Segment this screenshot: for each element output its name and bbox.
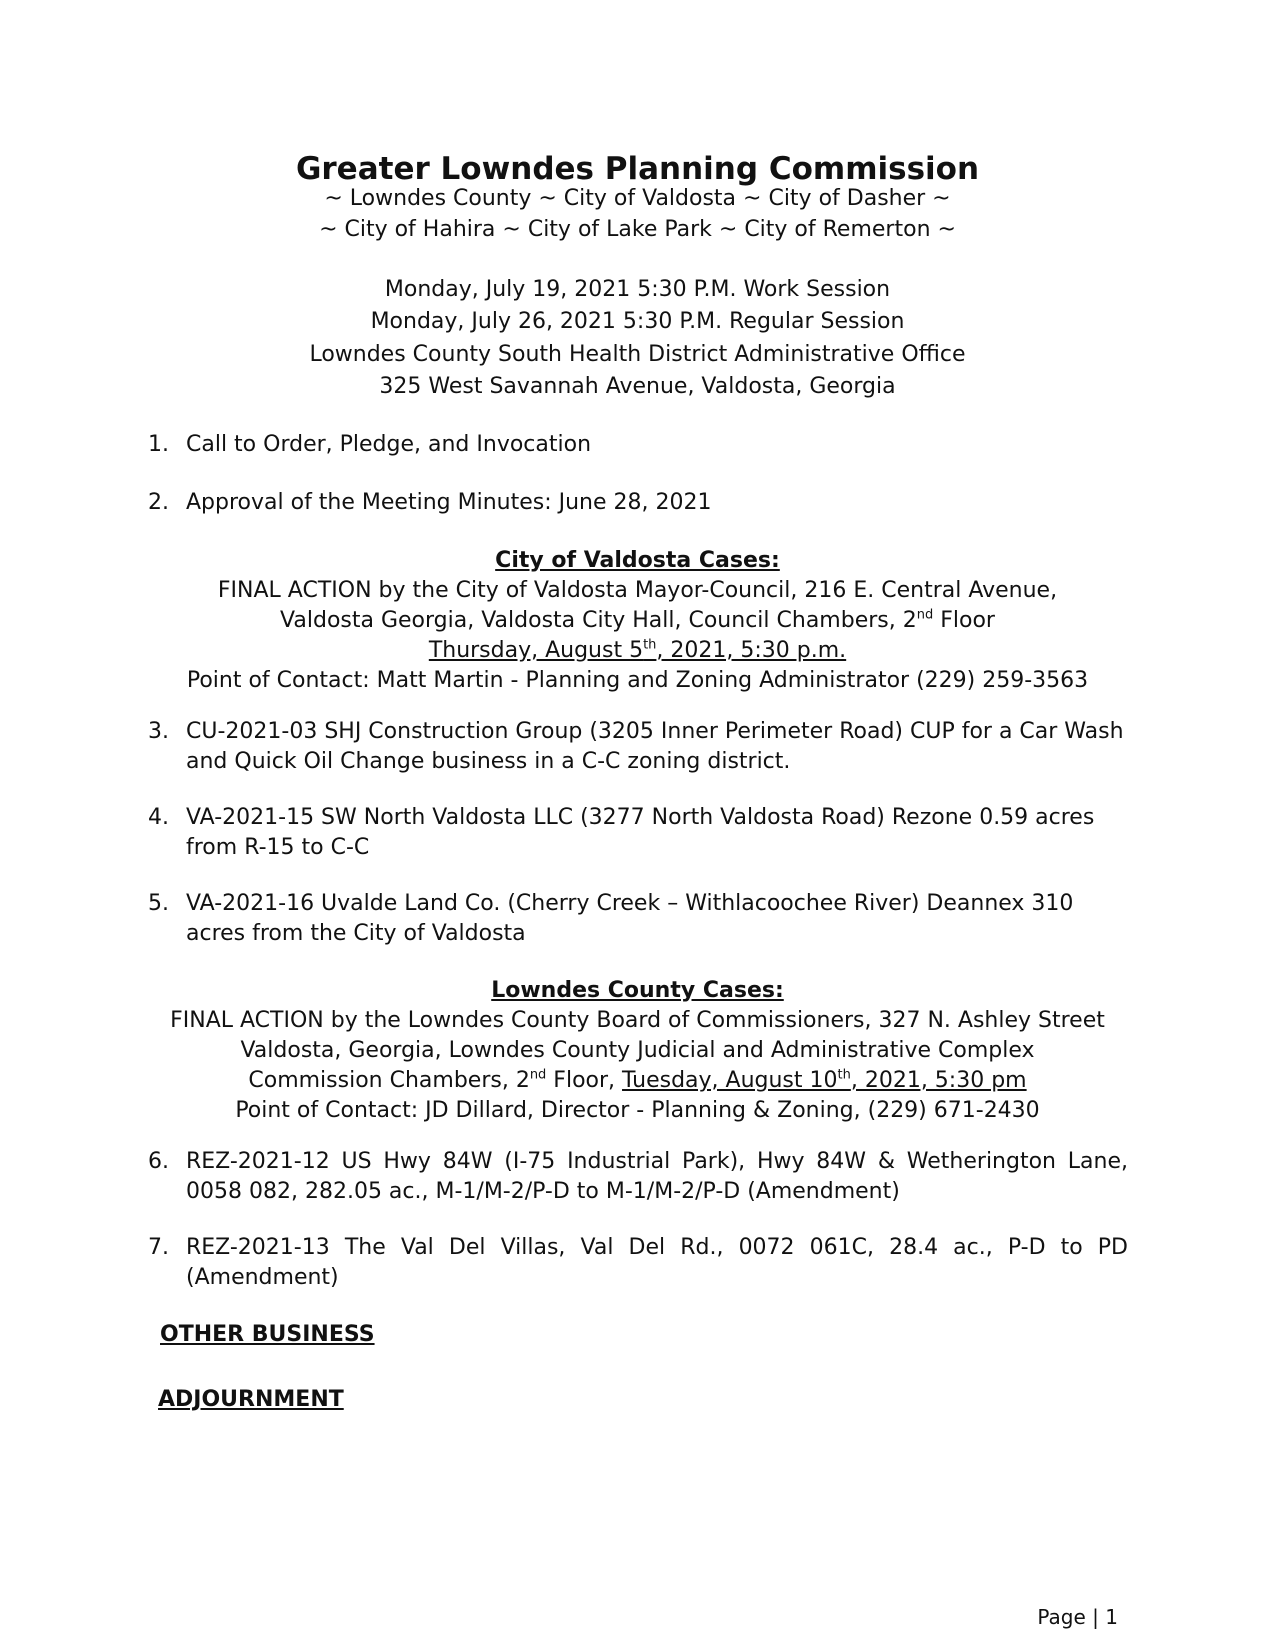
other-business-heading: OTHER BUSINESS bbox=[160, 1322, 375, 1347]
agenda-item-number: 1. bbox=[148, 432, 169, 457]
document-title: Greater Lowndes Planning Commission bbox=[295, 151, 980, 187]
agenda-item-3 bbox=[148, 717, 1128, 777]
agenda-item-6 bbox=[148, 1147, 1128, 1207]
valdosta-point-of-contact: Point of Contact: Matt Martin - Planning and Zoning Administrator (229) 259-3563 bbox=[186, 668, 1089, 693]
adjournment-heading: ADJOURNMENT bbox=[158, 1387, 344, 1412]
agenda-item-number: 2. bbox=[148, 490, 169, 515]
agenda-item-text: Call to Order, Pledge, and Invocation bbox=[186, 432, 592, 457]
jurisdictions-line-2: ~ City of Hahira ~ City of Lake Park ~ City of Remerton ~ bbox=[319, 217, 956, 242]
meeting-address: 325 West Savannah Avenue, Valdosta, Georgia bbox=[379, 374, 896, 399]
regular-session-date: Monday, July 26, 2021 5:30 P.M. Regular Session bbox=[370, 309, 905, 334]
agenda-item-text: REZ-2021-12 US Hwy 84W (I-75 Industrial Park), Hwy 84W & Wetherington Lane, 0058 082, 282.05 ac., M-1/M-2/P-D to M-1/M-2/P-D (Amendment) bbox=[186, 1149, 1128, 1204]
jurisdictions-line-1: ~ Lowndes County ~ City of Valdosta ~ City of Dasher ~ bbox=[324, 186, 951, 211]
agenda-item-2 bbox=[148, 488, 1128, 518]
agenda-item-number: 4. bbox=[148, 805, 169, 830]
valdosta-final-action-line-2: Valdosta Georgia, Valdosta City Hall, Council Chambers, 2nd Floor bbox=[280, 607, 995, 633]
lowndes-cases-heading: Lowndes County Cases: bbox=[491, 978, 784, 1003]
lowndes-cases-section bbox=[0, 976, 1275, 1126]
lowndes-final-action-line-2: Valdosta, Georgia, Lowndes County Judicial and Administrative Complex bbox=[240, 1038, 1035, 1063]
agenda-item-text: VA-2021-15 SW North Valdosta LLC (3277 North Valdosta Road) Rezone 0.59 acres from R-15 to C-C bbox=[186, 805, 1095, 860]
agenda-item-text: CU-2021-03 SHJ Construction Group (3205 Inner Perimeter Road) CUP for a Car Wash and Quick Oil Change business in a C-C zoning district. bbox=[186, 719, 1124, 774]
agenda-item-1 bbox=[148, 430, 1128, 460]
agenda-item-7 bbox=[148, 1233, 1128, 1293]
valdosta-final-action-line-1: FINAL ACTION by the City of Valdosta Mayor-Council, 216 E. Central Avenue, bbox=[217, 578, 1058, 603]
lowndes-final-action-line-1: FINAL ACTION by the Lowndes County Board of Commissioners, 327 N. Ashley Street bbox=[170, 1008, 1105, 1033]
page-number: Page | 1 bbox=[1037, 1605, 1118, 1629]
lowndes-point-of-contact: Point of Contact: JD Dillard, Director - Planning & Zoning, (229) 671-2430 bbox=[235, 1098, 1040, 1123]
valdosta-cases-section bbox=[0, 546, 1275, 696]
agenda-item-5 bbox=[148, 889, 1128, 949]
agenda-item-number: 3. bbox=[148, 719, 169, 744]
agenda-item-number: 6. bbox=[148, 1149, 169, 1174]
lowndes-final-action-line-3: Commission Chambers, 2nd Floor, Tuesday, August 10th, 2021, 5:30 pm bbox=[248, 1067, 1027, 1093]
work-session-date: Monday, July 19, 2021 5:30 P.M. Work Session bbox=[384, 277, 891, 302]
agenda-item-number: 5. bbox=[148, 891, 169, 916]
agenda-item-text: VA-2021-16 Uvalde Land Co. (Cherry Creek – Withlacoochee River) Deannex 310 acres from the City of Valdosta bbox=[186, 891, 1074, 946]
meeting-venue: Lowndes County South Health District Administrative Office bbox=[309, 342, 966, 367]
agenda-item-number: 7. bbox=[148, 1235, 169, 1260]
valdosta-final-action-date: Thursday, August 5th, 2021, 5:30 p.m. bbox=[428, 637, 847, 663]
valdosta-cases-heading: City of Valdosta Cases: bbox=[495, 548, 780, 573]
agenda-item-4 bbox=[148, 803, 1128, 863]
agenda-item-text: REZ-2021-13 The Val Del Villas, Val Del Rd., 0072 061C, 28.4 ac., P-D to PD (Amendment) bbox=[186, 1235, 1128, 1290]
agenda-item-text: Approval of the Meeting Minutes: June 28, 2021 bbox=[186, 490, 712, 515]
